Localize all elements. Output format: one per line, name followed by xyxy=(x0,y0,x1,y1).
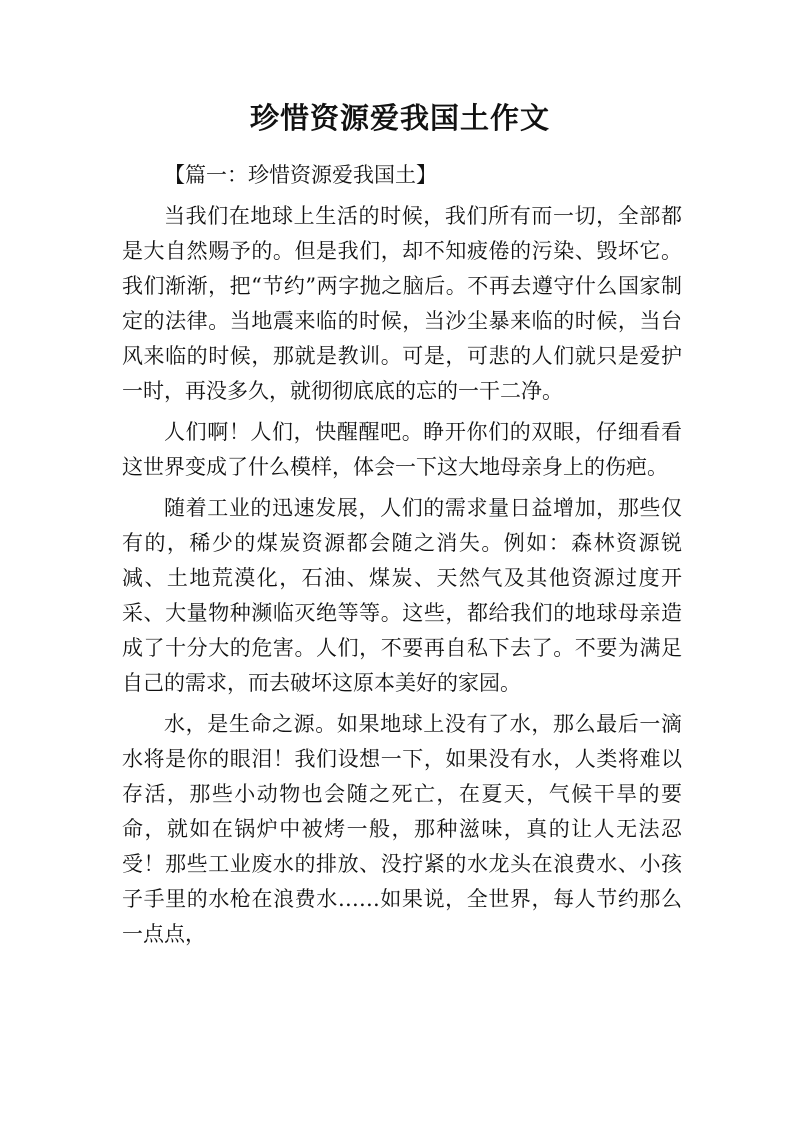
paragraph-1: 当我们在地球上生活的时候，我们所有而一切，全部都是大自然赐予的。但是我们，却不知疲倦的污染、毁坏它。我们渐渐，把“节约”两字抛之脑后。不再去遵守什么国家制定的法律。当地震来临的时候，当沙尘暴来临的时候，当台风来临的时候，那就是教训。可是，可悲的人们就只是爱护一时，再没多久，就彻彻底底的忘的一干二净。 xyxy=(122,204,682,403)
paragraph-4: 水，是生命之源。如果地球上没有了水，那么最后一滴水将是你的眼泪！我们设想一下，如果没有水，人类将难以存活，那些小动物也会随之死亡，在夏天，气候干旱的要命，就如在锅炉中被烤一般，那种滋味，真的让人无法忍受！那些工业废水的排放、没拧紧的水龙头在浪费水、小孩子手里的水枪在浪费水……如果说，全世界，每人节约那么一点点， xyxy=(122,712,682,946)
paragraph-2: 人们啊！人们，快醒醒吧。睁开你们的双眼，仔细看看这世界变成了什么模样，体会一下这大地母亲身上的伤疤。 xyxy=(122,420,682,479)
document-body xyxy=(122,158,682,952)
paragraph-3: 随着工业的迅速发展，人们的需求量日益增加，那些仅有的，稀少的煤炭资源都会随之消失。例如：森林资源锐减、土地荒漠化，石油、煤炭、天然气及其他资源过度开采、大量物种濒临灭绝等等。这些，都给我们的地球母亲造成了十分大的危害。人们，不要再自私下去了。不要为满足自己的需求，而去破坏这原本美好的家园。 xyxy=(122,496,682,695)
section-heading: 【篇一：珍惜资源爱我国土】 xyxy=(164,163,437,187)
document-title: 珍惜资源爱我国土作文 xyxy=(249,101,550,135)
